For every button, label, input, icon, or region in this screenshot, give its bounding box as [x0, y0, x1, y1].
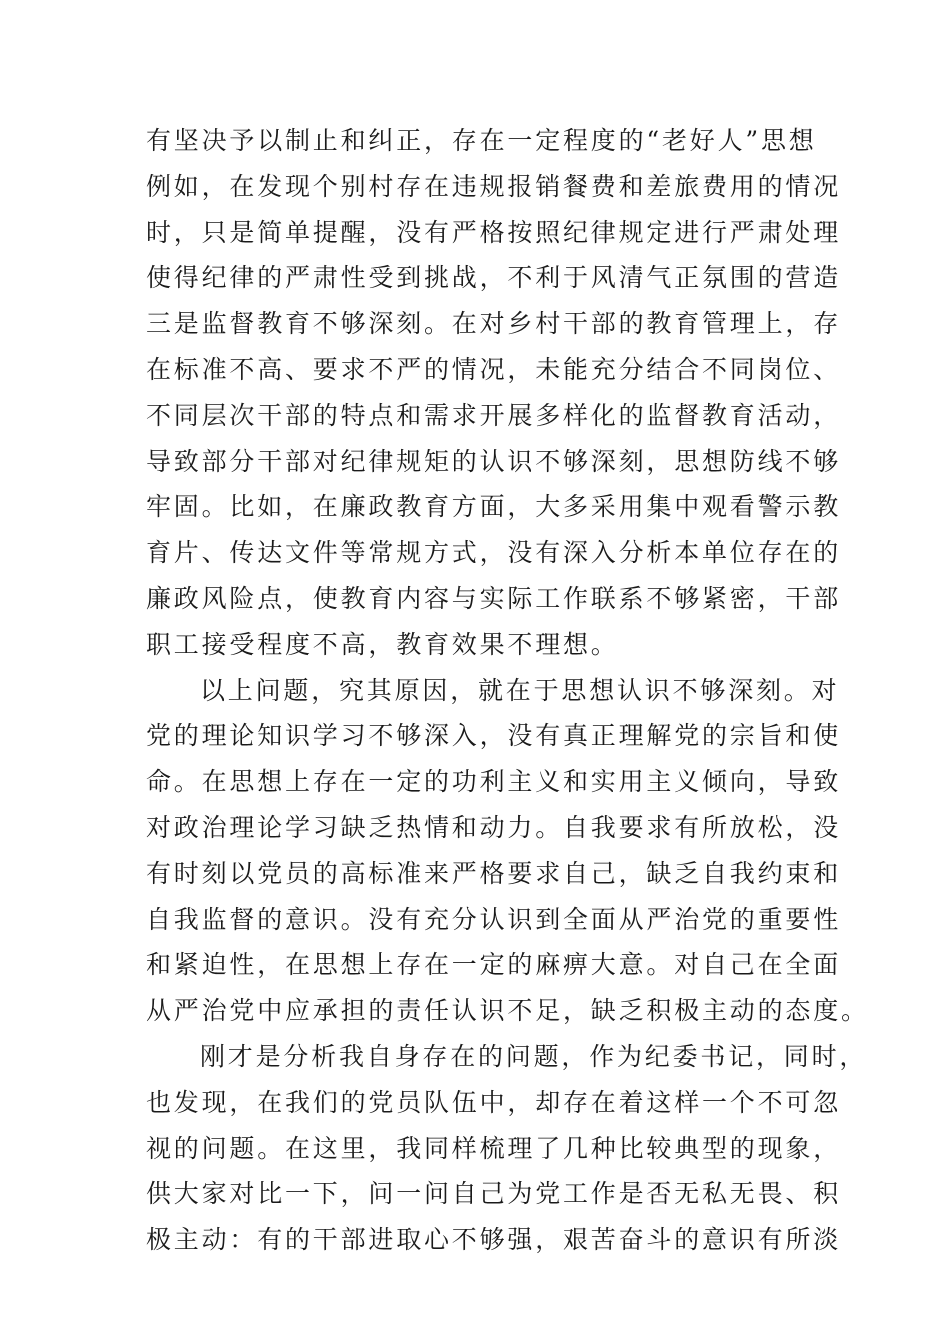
text-line: 例如，在发现个别村存在违规报销餐费和差旅费用的情况	[146, 171, 842, 201]
text-line: 育片、传达文件等常规方式，没有深入分析本单位存在的	[146, 538, 842, 568]
text-line: 廉政风险点，使教育内容与实际工作联系不够紧密，干部	[146, 583, 842, 613]
text-line: 有时刻以党员的高标准来严格要求自己，缺乏自我约束和	[146, 858, 842, 888]
text-line: 不同层次干部的特点和需求开展多样化的监督教育活动，	[146, 400, 842, 430]
text-line: 三是监督教育不够深刻。在对乡村干部的教育管理上，存	[146, 309, 842, 339]
text-line: 命。在思想上存在一定的功利主义和实用主义倾向，导致	[146, 767, 842, 797]
text-line: 视的问题。在这里，我同样梳理了几种比较典型的现象，	[146, 1133, 842, 1163]
text-line: 供大家对比一下，问一问自己为党工作是否无私无畏、积	[146, 1179, 842, 1209]
text-line: 在标准不高、要求不严的情况，未能充分结合不同岗位、	[146, 354, 842, 384]
text-line: 极主动：有的干部进取心不够强，艰苦奋斗的意识有所淡	[146, 1225, 842, 1255]
text-line: 对政治理论学习缺乏热情和动力。自我要求有所放松，没	[146, 812, 842, 842]
text-line: 也发现，在我们的党员队伍中，却存在着这样一个不可忽	[146, 1087, 842, 1117]
text-line: 自我监督的意识。没有充分认识到全面从严治党的重要性	[146, 904, 842, 934]
text-line: 从严治党中应承担的责任认识不足，缺乏积极主动的态度。	[146, 996, 869, 1026]
text-line: 时，只是简单提醒，没有严格按照纪律规定进行严肃处理	[146, 217, 842, 247]
text-line: 导致部分干部对纪律规矩的认识不够深刻，思想防线不够	[146, 446, 842, 476]
body-text	[146, 118, 869, 1263]
text-line: 牢固。比如，在廉政教育方面，大多采用集中观看警示教	[146, 492, 842, 522]
text-line: 和紧迫性，在思想上存在一定的麻痹大意。对自己在全面	[146, 950, 842, 980]
paragraph-start-line: 刚才是分析我自身存在的问题，作为纪委书记，同时，	[200, 1041, 868, 1071]
text-line: 职工接受程度不高，教育效果不理想。	[146, 629, 619, 659]
text-line: 党的理论知识学习不够深入，没有真正理解党的宗旨和使	[146, 721, 842, 751]
paragraph-start-line: 以上问题，究其原因，就在于思想认识不够深刻。对	[200, 675, 840, 705]
text-line: 使得纪律的严肃性受到挑战，不利于风清气正氛围的营造	[146, 263, 842, 293]
text-line: 有坚决予以制止和纠正，存在一定程度的“老好人”思想	[146, 126, 817, 155]
